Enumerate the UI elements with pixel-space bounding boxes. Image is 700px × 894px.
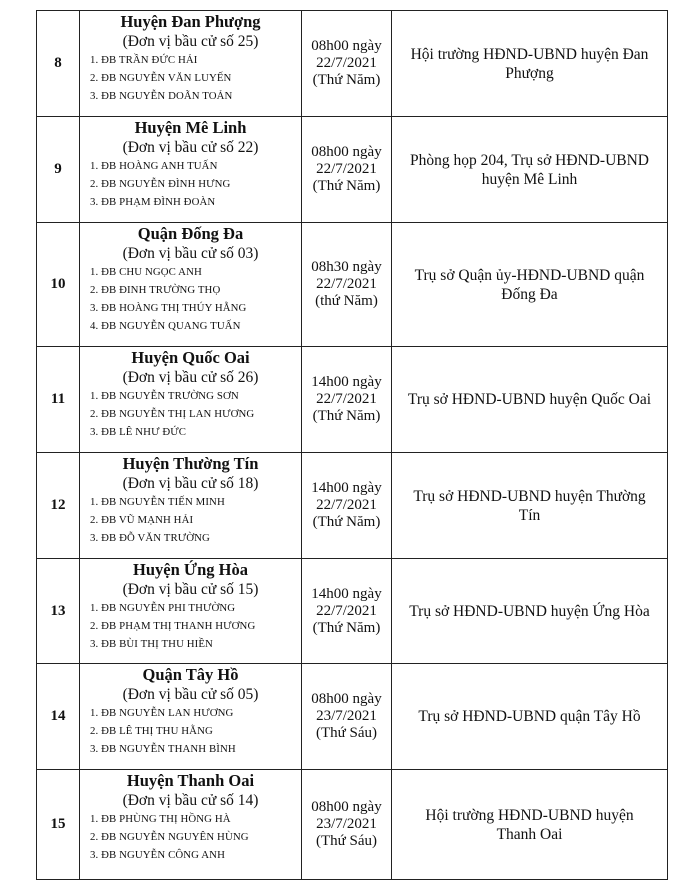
unit-name: Huyện Ứng Hòa — [133, 560, 248, 579]
meeting-place: Trụ sở HĐND-UBND huyện Ứng Hòa — [392, 559, 668, 664]
delegate-item: 1. ĐB HOÀNG ANH TUẤN — [90, 160, 218, 172]
meeting-place: Hội trường HĐND-UBND huyện Thanh Oai — [392, 770, 668, 880]
time-weekday: (thứ Năm) — [315, 293, 378, 309]
delegate-item: 3. ĐB BÙI THỊ THU HIỀN — [90, 638, 213, 650]
delegate-item: 3. ĐB LÊ NHƯ ĐỨC — [90, 426, 187, 438]
time-hour: 08h00 ngày — [311, 799, 382, 815]
schedule-table-wrapper — [36, 10, 667, 880]
electoral-unit-cell — [80, 770, 302, 880]
time-hour: 08h00 ngày — [311, 144, 382, 160]
time-date: 23/7/2021 — [316, 708, 377, 724]
meeting-place: Trụ sở HĐND-UBND huyện Thường Tín — [392, 453, 668, 559]
table-row — [37, 347, 668, 453]
time-weekday: (Thứ Năm) — [312, 514, 381, 530]
row-number: 15 — [37, 770, 80, 880]
unit-name: Huyện Thanh Oai — [126, 771, 255, 790]
table-row — [37, 664, 668, 770]
meeting-time-cell — [302, 347, 392, 453]
delegate-item: 3. ĐB NGUYỄN CÔNG ANH — [90, 849, 225, 861]
unit-code: (Đơn vị bầu cử số 03) — [122, 245, 259, 262]
meeting-place: Trụ sở HĐND-UBND quận Tây Hồ — [392, 664, 668, 770]
time-weekday: (Thứ Sáu) — [315, 725, 378, 741]
time-hour: 08h00 ngày — [311, 38, 382, 54]
unit-name: Quận Đống Đa — [137, 224, 244, 243]
time-hour: 08h00 ngày — [311, 691, 382, 707]
meeting-place: Hội trường HĐND-UBND huyện Đan Phượng — [392, 11, 668, 117]
delegate-item: 3. ĐB ĐỖ VĂN TRƯỜNG — [90, 532, 210, 544]
time-date: 22/7/2021 — [316, 602, 377, 619]
delegate-item: 3. ĐB NGUYỄN THANH BÌNH — [90, 743, 236, 755]
delegate-item: 2. ĐB NGUYỄN THỊ LAN HƯƠNG — [90, 408, 255, 420]
unit-code: (Đơn vị bầu cử số 18) — [122, 475, 259, 492]
time-hour: 14h00 ngày — [311, 480, 382, 496]
delegate-item: 2. ĐB NGUYỄN NGUYÊN HÙNG — [90, 831, 249, 843]
table-row — [37, 223, 668, 347]
meeting-place: Trụ sở HĐND-UBND huyện Quốc Oai — [392, 347, 668, 453]
table-row — [37, 559, 668, 664]
meeting-place: Phòng họp 204, Trụ sở HĐND-UBND huyện Mê Linh — [392, 117, 668, 223]
row-number: 8 — [37, 11, 80, 117]
unit-name: Huyện Đan Phượng — [120, 12, 261, 31]
meeting-time-cell — [302, 770, 392, 880]
electoral-unit-cell — [80, 223, 302, 347]
time-weekday: (Thứ Năm) — [312, 178, 381, 194]
row-number: 13 — [37, 559, 80, 664]
time-date: 22/7/2021 — [316, 55, 377, 71]
time-weekday: (Thứ Sáu) — [315, 833, 378, 849]
delegate-item: 1. ĐB TRẦN ĐỨC HẢI — [90, 54, 198, 66]
row-number: 9 — [37, 117, 80, 223]
unit-name: Quận Tây Hồ — [142, 665, 239, 684]
unit-code: (Đơn vị bầu cử số 05) — [122, 686, 259, 703]
time-date: 23/7/2021 — [316, 816, 377, 832]
delegate-item: 4. ĐB NGUYỄN QUANG TUẤN — [90, 320, 241, 332]
time-date: 22/7/2021 — [316, 276, 377, 292]
delegate-item: 1. ĐB NGUYỄN TRƯỜNG SƠN — [90, 390, 239, 402]
row-number: 14 — [37, 664, 80, 770]
meeting-time-cell — [302, 117, 392, 223]
electoral-unit-cell — [80, 453, 302, 559]
unit-name: Huyện Thường Tín — [122, 454, 259, 473]
meeting-schedule-table — [36, 10, 668, 880]
unit-code: (Đơn vị bầu cử số 15) — [122, 581, 259, 598]
meeting-time-cell — [302, 664, 392, 770]
delegate-item: 2. ĐB NGUYỄN ĐÌNH HƯNG — [90, 178, 231, 190]
electoral-unit-cell — [80, 11, 302, 117]
delegate-item: 2. ĐB ĐINH TRƯỜNG THỌ — [90, 284, 221, 296]
time-date: 22/7/2021 — [316, 497, 377, 513]
delegate-item: 2. ĐB LÊ THỊ THU HẰNG — [90, 725, 213, 737]
table-row — [37, 770, 668, 880]
electoral-unit-cell — [80, 559, 302, 664]
time-hour: 14h00 ngày — [311, 585, 382, 602]
row-number: 10 — [37, 223, 80, 347]
delegate-item: 3. ĐB HOÀNG THỊ THÚY HẰNG — [90, 302, 247, 314]
row-number: 11 — [37, 347, 80, 453]
delegate-item: 1. ĐB NGUYỄN LAN HƯƠNG — [90, 707, 234, 719]
delegate-item: 1. ĐB NGUYỄN TIẾN MINH — [90, 496, 225, 508]
time-date: 22/7/2021 — [316, 161, 377, 177]
delegate-item: 2. ĐB VŨ MẠNH HẢI — [90, 514, 194, 526]
delegate-item: 3. ĐB PHẠM ĐÌNH ĐOÀN — [90, 196, 216, 208]
electoral-unit-cell — [80, 117, 302, 223]
time-hour: 08h30 ngày — [311, 259, 382, 275]
unit-code: (Đơn vị bầu cử số 22) — [122, 139, 259, 156]
unit-name: Huyện Mê Linh — [134, 118, 247, 137]
table-row — [37, 117, 668, 223]
delegate-item: 2. ĐB PHẠM THỊ THANH HƯƠNG — [90, 620, 256, 632]
meeting-time-cell — [302, 453, 392, 559]
table-row — [37, 11, 668, 117]
delegate-item: 1. ĐB CHU NGỌC ANH — [90, 266, 202, 278]
delegate-item: 3. ĐB NGUYỄN DOÃN TOẢN — [90, 90, 233, 102]
time-weekday: (Thứ Năm) — [312, 72, 381, 88]
time-date: 22/7/2021 — [316, 391, 377, 407]
time-hour: 14h00 ngày — [311, 374, 382, 390]
unit-code: (Đơn vị bầu cử số 14) — [122, 792, 259, 809]
table-row — [37, 453, 668, 559]
electoral-unit-cell — [80, 664, 302, 770]
delegate-item: 2. ĐB NGUYỄN VĂN LUYẾN — [90, 72, 232, 84]
time-weekday: (Thứ Năm) — [312, 408, 381, 424]
unit-code: (Đơn vị bầu cử số 25) — [122, 33, 259, 50]
row-number: 12 — [37, 453, 80, 559]
meeting-time-cell — [302, 223, 392, 347]
delegate-item: 1. ĐB PHÙNG THỊ HỒNG HÀ — [90, 813, 231, 825]
meeting-time-cell — [302, 559, 392, 664]
delegate-item: 1. ĐB NGUYỄN PHI THƯỜNG — [90, 602, 236, 614]
meeting-place: Trụ sở Quận ủy-HĐND-UBND quận Đống Đa — [392, 223, 668, 347]
electoral-unit-cell — [80, 347, 302, 453]
meeting-time-cell — [302, 11, 392, 117]
unit-name: Huyện Quốc Oai — [131, 348, 250, 367]
time-weekday: (Thứ Năm) — [312, 619, 381, 636]
unit-code: (Đơn vị bầu cử số 26) — [122, 369, 259, 386]
